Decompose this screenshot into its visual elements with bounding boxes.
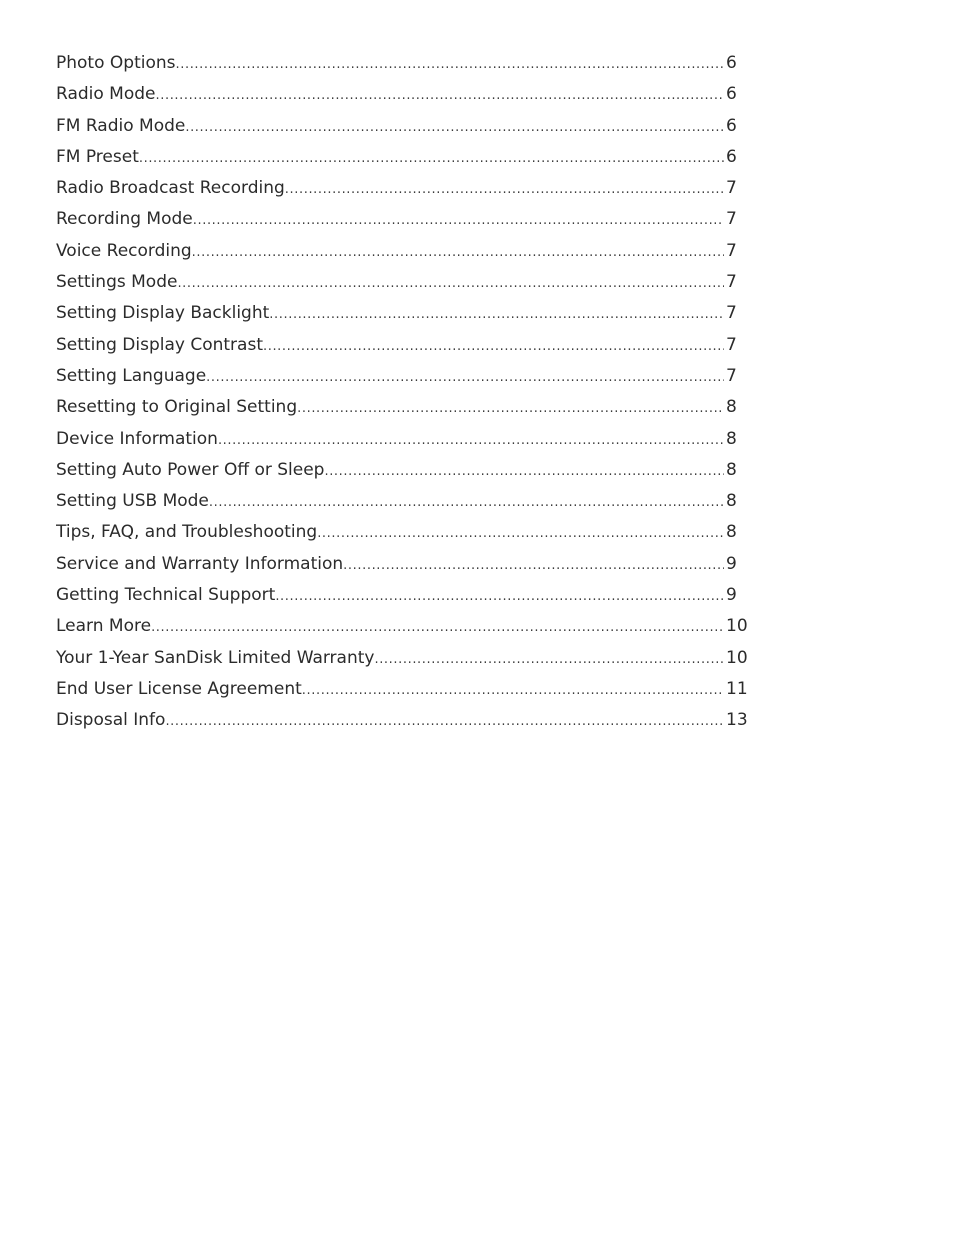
dot-leader — [193, 205, 724, 235]
toc-entry-page: 9 — [726, 553, 737, 574]
toc-entry-title: Setting Display Backlight — [56, 303, 270, 324]
toc-entry-page: 6 — [726, 53, 737, 73]
toc-entry[interactable] — [56, 236, 750, 267]
toc-entry-page: 13 — [726, 710, 748, 731]
toc-entry-title: Setting Display Contrast — [56, 334, 263, 355]
dot-leader — [151, 612, 724, 642]
toc-entry-title: Setting Language — [56, 365, 207, 386]
toc-entry-title: FM Preset — [56, 146, 139, 167]
toc-entry-title: Setting Auto Power Off or Sleep — [56, 459, 325, 480]
toc-entry-page: 10 — [726, 647, 748, 668]
toc-entry-page: 7 — [726, 240, 737, 261]
toc-entry[interactable] — [56, 361, 750, 392]
dot-leader — [139, 143, 724, 173]
dot-leader — [218, 425, 724, 455]
toc-entry-title: Resetting to Original Setting — [56, 397, 298, 418]
dot-leader — [302, 675, 724, 705]
toc-entry-title: Disposal Info — [56, 710, 166, 731]
toc-entry[interactable] — [56, 392, 750, 423]
toc-entry-title: Voice Recording — [56, 240, 192, 261]
toc-entry-page: 6 — [726, 115, 737, 136]
toc-entry[interactable] — [56, 330, 750, 361]
toc-entry-page: 11 — [726, 678, 748, 699]
toc-entry[interactable] — [56, 204, 750, 235]
toc-entry-page: 8 — [726, 491, 737, 512]
dot-leader — [192, 237, 724, 267]
toc-entry-title: Settings Mode — [56, 272, 178, 293]
dot-leader — [206, 362, 724, 392]
toc-entry[interactable] — [56, 643, 750, 674]
dot-leader — [209, 487, 724, 517]
toc-entry-page: 7 — [726, 303, 737, 324]
toc-entry-title: End User License Agreement — [56, 678, 302, 699]
toc-entry-title: Radio Broadcast Recording — [56, 178, 285, 199]
toc-entry-title: Tips, FAQ, and Troubleshooting — [56, 522, 318, 543]
dot-leader — [185, 112, 724, 142]
toc-entry-page: 8 — [726, 459, 737, 480]
toc-entry[interactable] — [56, 298, 750, 329]
dot-leader — [374, 644, 724, 674]
toc-entry-page: 7 — [726, 365, 737, 386]
dot-leader — [275, 581, 724, 611]
toc-entry-page: 8 — [726, 428, 737, 449]
toc-entry[interactable] — [56, 486, 750, 517]
toc-entry[interactable] — [56, 79, 750, 110]
toc-entry[interactable] — [56, 705, 750, 736]
toc-entry-page: 8 — [726, 397, 737, 418]
dot-leader — [317, 518, 724, 548]
toc-entry-title: Getting Technical Support — [56, 585, 276, 606]
toc-entry-title: Radio Mode — [56, 84, 156, 105]
toc-entry[interactable] — [56, 173, 750, 204]
dot-leader — [176, 49, 725, 79]
toc-entry-title: Learn More — [56, 616, 152, 637]
toc-entry-page: 7 — [726, 272, 737, 293]
toc-entry[interactable] — [56, 611, 750, 642]
dot-leader — [285, 174, 724, 204]
toc-entry-title: Photo Options — [56, 53, 176, 73]
toc-entry[interactable] — [56, 48, 750, 79]
dot-leader — [324, 456, 724, 486]
dot-leader — [177, 268, 724, 298]
toc-entry[interactable] — [56, 674, 750, 705]
toc-entry[interactable] — [56, 111, 750, 142]
toc-entry[interactable] — [56, 549, 750, 580]
toc-entry-page: 6 — [726, 146, 737, 167]
dot-leader — [156, 80, 725, 110]
toc-entry-title: Service and Warranty Information — [56, 553, 344, 574]
toc-entry-page: 6 — [726, 84, 737, 105]
toc-entry-title: Your 1-Year SanDisk Limited Warranty — [56, 647, 375, 668]
toc-entry[interactable] — [56, 424, 750, 455]
toc-entry[interactable] — [56, 267, 750, 298]
toc-entry[interactable] — [56, 142, 750, 173]
dot-leader — [263, 331, 724, 361]
toc-entry-page: 8 — [726, 522, 737, 543]
toc-entry-title: Recording Mode — [56, 209, 193, 230]
dot-leader — [269, 299, 724, 329]
toc-entry-title: FM Radio Mode — [56, 115, 186, 136]
toc-entry-title: Device Information — [56, 428, 218, 449]
dot-leader — [297, 393, 724, 423]
toc-entry[interactable] — [56, 517, 750, 548]
toc-entry-page: 7 — [726, 178, 737, 199]
dot-leader — [165, 706, 724, 736]
toc-entry-title: Setting USB Mode — [56, 491, 209, 512]
toc-entry-page: 9 — [726, 585, 737, 606]
table-of-contents — [56, 48, 750, 737]
toc-entry[interactable] — [56, 580, 750, 611]
toc-entry-page: 7 — [726, 334, 737, 355]
toc-entry[interactable] — [56, 455, 750, 486]
toc-entry-page: 7 — [726, 209, 737, 230]
dot-leader — [343, 550, 724, 580]
toc-entry-page: 10 — [726, 616, 748, 637]
